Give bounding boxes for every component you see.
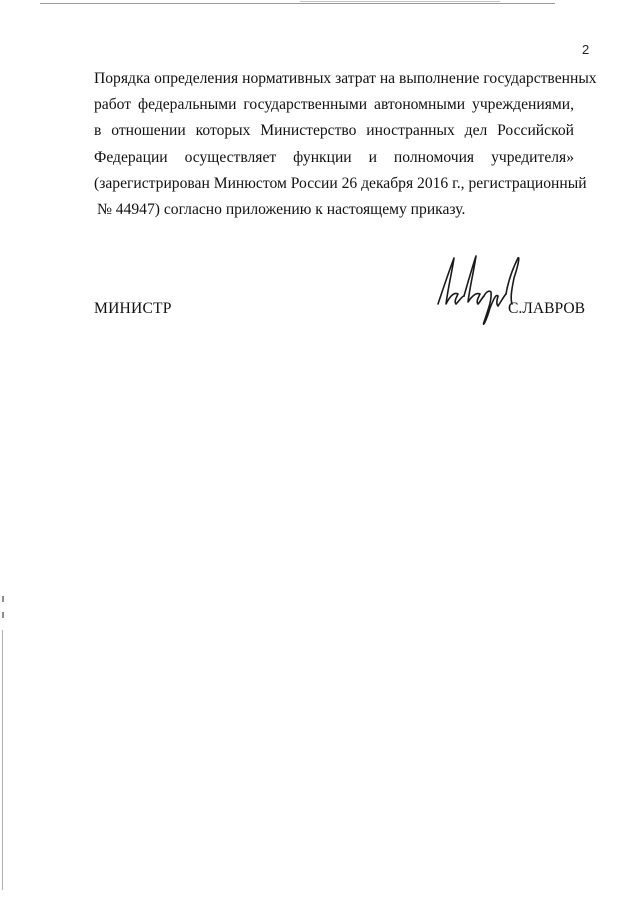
scan-edge-line bbox=[300, 1, 500, 2]
signature-stroke bbox=[438, 258, 464, 304]
signatory-title: МИНИСТР bbox=[94, 300, 172, 317]
scan-edge-mark bbox=[2, 596, 4, 602]
body-line: № 44947) согласно приложению к настоящему приказу. bbox=[97, 201, 466, 219]
handwritten-signature bbox=[434, 252, 524, 330]
body-line: (зарегистрирован Минюстом России 26 декабря 2016 г., регистрационный bbox=[94, 174, 587, 192]
scan-edge-line bbox=[2, 630, 3, 890]
signature-stroke bbox=[483, 291, 506, 324]
scan-edge-line bbox=[40, 3, 555, 4]
document-body bbox=[94, 66, 597, 223]
signature-stroke bbox=[506, 258, 519, 304]
signatory-name: С.ЛАВРОВ bbox=[508, 300, 586, 317]
body-line: работ федеральными государственными автономными учреждениями, bbox=[94, 96, 574, 114]
body-line: Федерации осуществляет функции и полномочия учредителя» bbox=[94, 148, 574, 166]
page-number: 2 bbox=[582, 42, 590, 57]
scan-edge-mark bbox=[2, 612, 4, 618]
body-line: в отношении которых Министерство иностранных дел Российской bbox=[94, 122, 574, 140]
signature-stroke bbox=[464, 256, 484, 304]
body-line: Порядка определения нормативных затрат на выполнение государственных bbox=[94, 70, 597, 87]
